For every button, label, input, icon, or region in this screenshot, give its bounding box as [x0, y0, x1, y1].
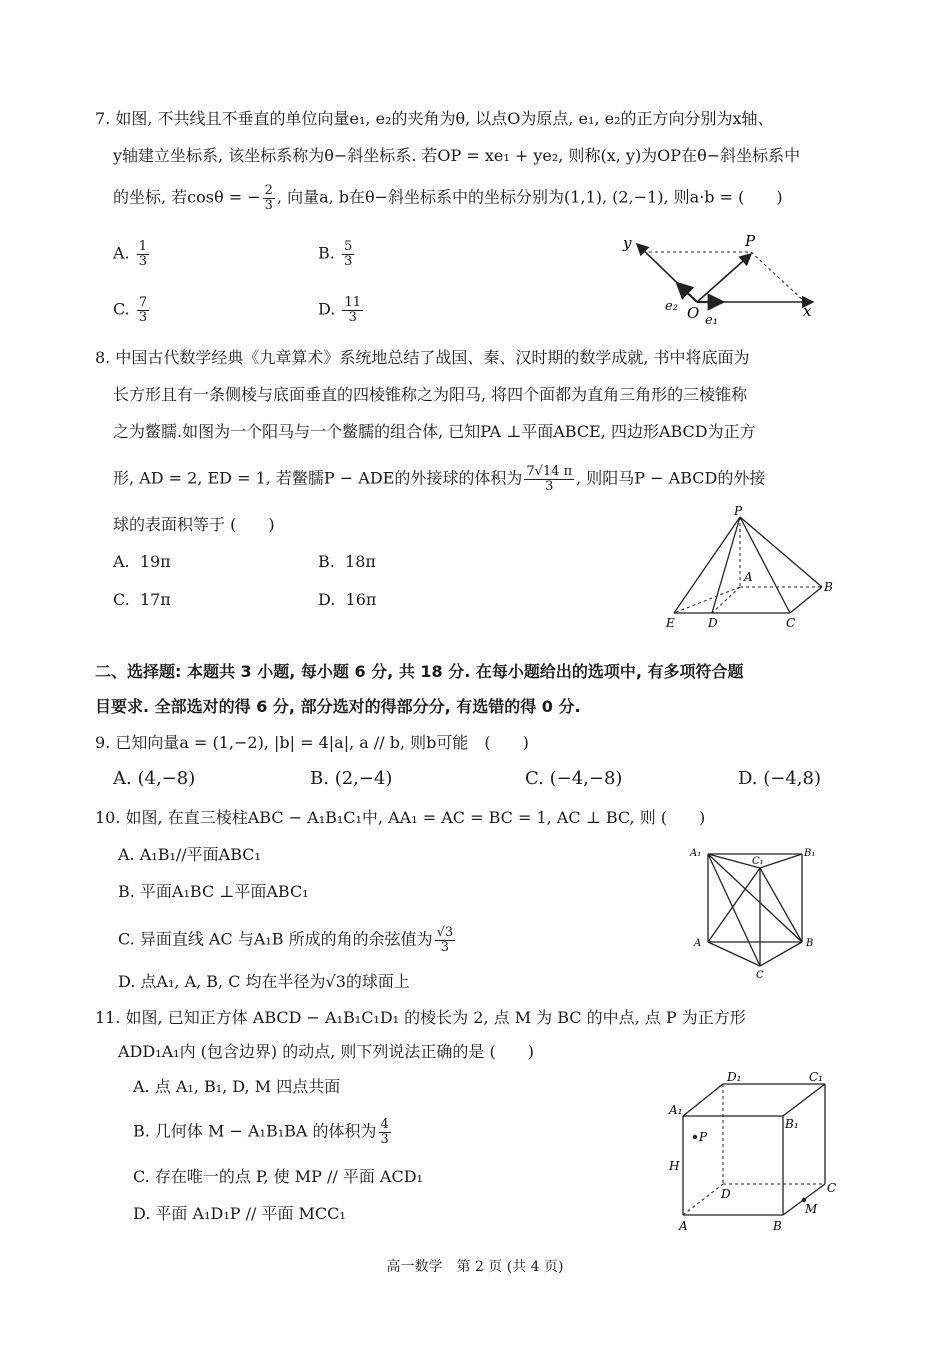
q10-cosine-fraction	[435, 926, 456, 954]
q8-option-d[interactable]	[318, 592, 376, 608]
q8-option-b[interactable]	[318, 554, 376, 570]
q9-stem: 9. 已知向量a = (1,−2), |b| = 4|a|, a // b, 则b可能 ( )	[95, 733, 529, 752]
q8-stem-line4-a: 形, AD = 2, ED = 1, 若鳖臑P − ADE的外接球的体积为	[113, 468, 523, 488]
q8-stem-line1: 8. 中国古代数学经典《九章算术》系统地总结了战国、秦、汉时期的数学成就, 书中将底面为	[95, 348, 750, 367]
q7-option-d[interactable]	[318, 296, 365, 324]
edge-cb	[760, 942, 802, 966]
edge-ae	[674, 587, 740, 613]
fig8-label-d: D	[708, 616, 718, 630]
q10-option-a[interactable]: A. A₁B₁//平面ABC₁	[118, 845, 261, 864]
dashed-right	[751, 252, 805, 302]
fig10-label-a1: A₁	[690, 848, 702, 859]
diag-a1c	[708, 854, 760, 966]
fig11-label-b1: B₁	[785, 1117, 799, 1131]
q7-option-a-label: A.	[113, 243, 130, 263]
q7-option-a[interactable]	[113, 240, 151, 268]
edge-ad	[683, 1184, 723, 1215]
q9-option-a-text: (4,−8)	[137, 768, 196, 789]
q7-option-c-num: 7	[138, 295, 148, 310]
q11-option-b-text: B. 几何体 M − A₁B₁BA 的体积为	[133, 1121, 377, 1141]
section2-heading-line1: 二、选择题: 本题共 3 小题, 每小题 6 分, 共 18 分. 在每小题给出的选项中, 有多项符合题	[95, 662, 744, 681]
fig7-label-x: x	[803, 302, 812, 320]
q11-stem-line1: 11. 如图, 已知正方体 ABCD − A₁B₁C₁D₁ 的棱长为 2, 点 M 为 BC 的中点, 点 P 为正方形	[95, 1008, 746, 1027]
q7-option-c-den: 3	[138, 309, 148, 325]
q10-prism-figure	[686, 842, 826, 982]
q7-stem-line3-b: , 向量a, b在θ−斜坐标系中的坐标分别为(1,1), (2,−1), 则a·b = ( )	[276, 187, 783, 207]
q7-stem-line1: 7. 如图, 不共线且不垂直的单位向量e₁, e₂的夹角为θ, 以点O为原点, e₁, e₂的正方向分别为x轴、	[95, 109, 774, 128]
fig10-label-c: C	[756, 970, 764, 981]
q7-option-d-num: 11	[344, 295, 361, 310]
fig8-label-p: P	[734, 505, 743, 518]
q9-option-b[interactable]	[310, 770, 392, 788]
q7-option-b-den: 3	[343, 253, 353, 269]
q9-option-c-label: C.	[525, 768, 544, 789]
q11-volume-numerator: 4	[380, 1117, 389, 1132]
fig11-label-d1: D₁	[727, 1070, 742, 1084]
q8-stem-line4-b: , 则阳马P − ABCD的外接	[576, 468, 766, 488]
q9-option-b-text: (2,−4)	[334, 768, 393, 789]
q8-option-d-label: D.	[318, 590, 336, 609]
edge-c1b1	[760, 854, 802, 868]
q8-option-c-label: C.	[113, 590, 130, 609]
fig8-label-b: B	[824, 580, 833, 594]
edge-a1d1	[683, 1084, 723, 1116]
q9-option-d-text: (−4,8)	[763, 768, 822, 789]
q10-option-d[interactable]: D. 点A₁, A, B, C 均在半径为√3的球面上	[118, 972, 410, 991]
fig8-label-c: C	[786, 616, 796, 630]
q8-option-c[interactable]	[113, 592, 171, 608]
q7-option-c-label: C.	[113, 299, 130, 319]
q8-pyramid-figure	[660, 505, 840, 630]
q10-cosine-denominator: 3	[440, 939, 450, 955]
q11-option-d[interactable]: D. 平面 A₁D₁P // 平面 MCC₁	[133, 1204, 346, 1223]
q7-cos-denominator: 3	[264, 197, 273, 213]
fig10-label-b1: B₁	[804, 848, 816, 859]
q7-oblique-coordinate-figure	[615, 230, 835, 330]
edge-ac	[708, 942, 760, 966]
point-p	[693, 1135, 697, 1139]
fig7-label-o: O	[687, 304, 700, 322]
q10-stem: 10. 如图, 在直三棱柱ABC − A₁B₁C₁中, AA₁ = AC = BC = 1, AC ⊥ BC, 则 ( )	[95, 808, 706, 827]
q9-option-c-text: (−4,−8)	[549, 768, 623, 789]
q11-volume-denominator: 3	[380, 1131, 389, 1147]
q8-stem-line4	[113, 465, 765, 493]
page-footer: 高一数学 第 2 页 (共 4 页)	[386, 1259, 564, 1275]
q10-option-c-text: C. 异面直线 AC 与A₁B 所成的角的余弦值为	[118, 929, 433, 949]
q7-option-a-den: 3	[138, 253, 148, 269]
q8-option-b-text: 18π	[345, 552, 376, 571]
q9-option-b-label: B.	[310, 768, 329, 789]
q7-option-a-num: 1	[138, 239, 148, 254]
q8-option-a[interactable]	[113, 554, 171, 570]
q7-stem-line3-a: 的坐标, 若cosθ = −	[113, 187, 261, 207]
q7-cos-numerator: 2	[264, 183, 273, 198]
edge-pc	[740, 517, 790, 613]
fig11-label-a1: A₁	[669, 1103, 683, 1117]
q8-option-a-label: A.	[113, 552, 130, 571]
diag-c1b	[760, 868, 802, 942]
q7-option-d-label: D.	[318, 299, 336, 319]
q11-stem-line2: ADD₁A₁内 (包含边界) 的动点, 则下列说法正确的是 ( )	[118, 1042, 534, 1061]
edge-pe	[674, 517, 740, 613]
q7-option-b-num: 5	[343, 239, 353, 254]
q8-option-c-text: 17π	[139, 590, 171, 609]
q8-volume-denominator: 3	[545, 478, 554, 494]
q7-cos-fraction	[263, 184, 275, 212]
q7-option-b[interactable]	[318, 240, 356, 268]
fig7-label-e2: e₂	[665, 299, 678, 314]
fig11-label-m: M	[805, 1202, 818, 1216]
e2-vector	[677, 283, 697, 302]
q11-option-c[interactable]: C. 存在唯一的点 P, 使 MP // 平面 ACD₁	[133, 1167, 423, 1186]
q9-option-a-label: A.	[113, 768, 132, 789]
fig10-label-c1: C₁	[752, 856, 764, 867]
fig11-label-c: C	[827, 1181, 837, 1195]
fig10-label-b: B	[806, 938, 814, 949]
q10-cosine-numerator: √3	[436, 925, 454, 940]
q7-option-d-den: 3	[348, 309, 357, 325]
edge-cb	[790, 587, 822, 613]
q7-stem-line3	[113, 184, 783, 212]
q7-stem-line2: y轴建立坐标系, 该坐标系称为θ−斜坐标系. 若OP = xe₁ + ye₂, 则称(x, y)为OP在θ−斜坐标系中	[113, 146, 801, 165]
q9-option-a[interactable]	[113, 770, 195, 788]
fig7-label-e1: e₁	[705, 313, 718, 328]
q8-option-b-label: B.	[318, 552, 335, 571]
q8-option-a-text: 19π	[139, 552, 171, 571]
q8-volume-fraction	[524, 465, 574, 493]
q9-option-c[interactable]	[525, 770, 622, 788]
q11-cube-figure	[665, 1070, 845, 1235]
fig7-label-y: y	[623, 234, 632, 252]
op-vector	[697, 254, 751, 302]
q8-stem-line3: 之为鳖臑.如图为一个阳马与一个鳖臑的组合体, 已知PA ⊥平面ABCE, 四边形ABCD为正方	[113, 422, 756, 441]
q8-volume-numerator: 7√14 π	[526, 464, 573, 479]
q8-stem-line2: 长方形且有一条侧棱与底面垂直的四棱锥称之为阳马, 将四个面都为直角三角形的三棱锥称	[113, 385, 748, 404]
fig8-label-e: E	[666, 616, 675, 630]
q8-stem-line5: 球的表面积等于 ( )	[113, 515, 275, 534]
fig7-label-p: P	[745, 232, 756, 250]
edge-pd	[712, 517, 740, 613]
q9-option-d-label: D.	[738, 768, 758, 789]
q11-option-a[interactable]: A. 点 A₁, B₁, D, M 四点共面	[133, 1077, 341, 1096]
fig11-label-d: D	[721, 1187, 731, 1201]
edge-b1c1	[783, 1084, 825, 1116]
q11-volume-fraction	[379, 1118, 391, 1146]
section2-heading-line2: 目要求. 全部选对的得 6 分, 部分选对的得部分分, 有选错的得 0 分.	[95, 697, 581, 716]
q10-option-b[interactable]: B. 平面A₁BC ⊥平面ABC₁	[118, 882, 309, 901]
q11-option-b[interactable]	[133, 1118, 393, 1146]
q8-option-d-text: 16π	[345, 590, 377, 609]
fig11-label-p: P	[699, 1130, 708, 1144]
fig10-label-a: A	[694, 938, 702, 949]
fig8-label-a: A	[744, 570, 753, 584]
fig11-label-a: A	[679, 1219, 688, 1233]
fig11-label-h: H	[669, 1159, 680, 1173]
q7-option-c[interactable]	[113, 296, 151, 324]
q9-option-d[interactable]	[738, 770, 821, 788]
q10-option-c[interactable]	[118, 926, 457, 954]
fig11-label-b: B	[773, 1219, 782, 1233]
fig11-label-c1: C₁	[809, 1070, 823, 1084]
q7-option-b-label: B.	[318, 243, 335, 263]
